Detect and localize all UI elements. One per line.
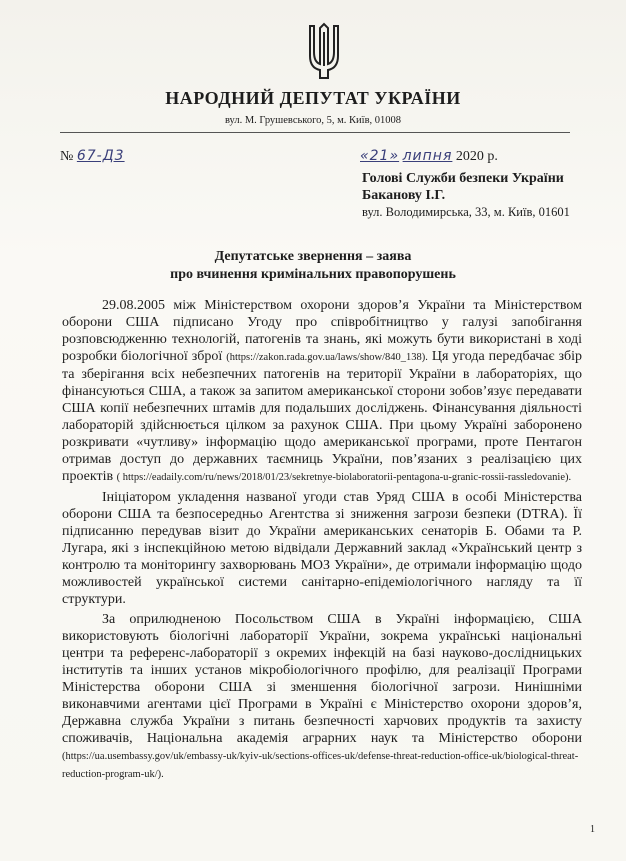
- subject-line2: про вчинення кримінальних правопорушень: [170, 267, 456, 282]
- document-date: [360, 148, 498, 165]
- date-month: липня: [402, 148, 453, 164]
- paragraph-3: [62, 611, 582, 783]
- addressee-line2: Баканову І.Г.: [362, 188, 446, 203]
- addressee-line1: Голові Служби безпеки України: [362, 171, 564, 186]
- subject-line1: Депутатське звернення – заява: [214, 249, 412, 264]
- addressee-street: вул. Володимирська, 33, м. Київ, 01601: [362, 205, 570, 219]
- paragraph-3-url: (https://ua.usembassy.gov/uk/embassy-uk/kyiv-uk/sections-offices-uk/defense-threat-reduction-office-uk/biological-threat-reduction-program-uk/).: [62, 751, 579, 780]
- letter-body: [62, 297, 582, 783]
- number-prefix: №: [60, 149, 74, 164]
- date-year: 2020 р.: [455, 149, 498, 164]
- page-number: 1: [590, 824, 595, 835]
- subject-heading: [0, 248, 626, 284]
- paragraph-1-text2: Ця угода передбачає збір та зберігання всіх небезпечних патогенів на території України в лабораторіях, що фінансуються США, а також за запитом американської сторони зобов’язує передавати США копії небезпечних штамів для подальших досліджень. Фінансування діяльності лабораторій здійснюється цілком за рахунок США. При цьому Україні заборонено розкривати «чутливу» інформацію щодо американської програми, проте Пентагон отримав доступ до державних таємниць України, пов’язаних з реалізацією цих проектів: [62, 349, 583, 484]
- paragraph-1-text: 29.08.2005 між Міністерством охорони здоров’я України та Міністерством оборони США підписано Угоду про співробітництво у галузі запобігання розповсюдженню технологій, патогенів та знань, які можуть бути використані в ході розробки біологічної зброї: [62, 298, 582, 364]
- paragraph-1: [62, 297, 582, 486]
- paragraph-1-url2: ( https://eadaily.com/ru/news/2018/01/23/sekretnye-biolaboratorii-pentagona-u-granic-rossii-rassledovanie).: [116, 472, 572, 483]
- addressee-block: [362, 170, 570, 221]
- paragraph-1-url: (https://zakon.rada.gov.ua/laws/show/840_138).: [226, 352, 428, 363]
- number-value: 67-Д3: [76, 148, 125, 164]
- date-day: «21»: [360, 148, 400, 164]
- sender-address: вул. М. Грушевського, 5, м. Київ, 01008: [224, 115, 402, 126]
- paragraph-3-text: За оприлюдненою Посольством США в Україні інформацією, США використовують біологічні лабораторії України, зокрема українські національні центри та референс-лабораторії з окремих інфекцій на базі науково-дослідницьких інститутів та інших установ мікробіологічного профілю, для реалізації Програми Міністерства оборони США зі зменшення біологічної загрози. Нинішніми виконавчими агентами цієї Програми в Україні є Міністерство охорони здоров’я, Державна служба України з питань безпечності харчових продуктів та захисту споживачів, Національна академія аграрних наук та Міністерство оборони: [62, 612, 582, 746]
- page-title: НАРОДНИЙ ДЕПУТАТ УКРАЇНИ: [165, 88, 461, 108]
- header-divider: [60, 132, 570, 133]
- paragraph-2: Ініціатором укладення названої угоди став Уряд США в особі Міністерства оборони США та безпосередньо Агентства зі зниження загрози безпеки (DTRA). Її підписанню передував візит до України американських сенаторів Б. Обами та Р. Лугара, які з інспекційною метою відвідали Державний заклад «Український центр з контролю та моніторингу захворювань МОЗ України», де отримали інформацію щодо можливостей української системи санітарно-епідеміологічного нагляду та її структури.: [62, 490, 582, 607]
- document-number: [60, 148, 125, 165]
- trident-emblem-icon: [306, 22, 342, 80]
